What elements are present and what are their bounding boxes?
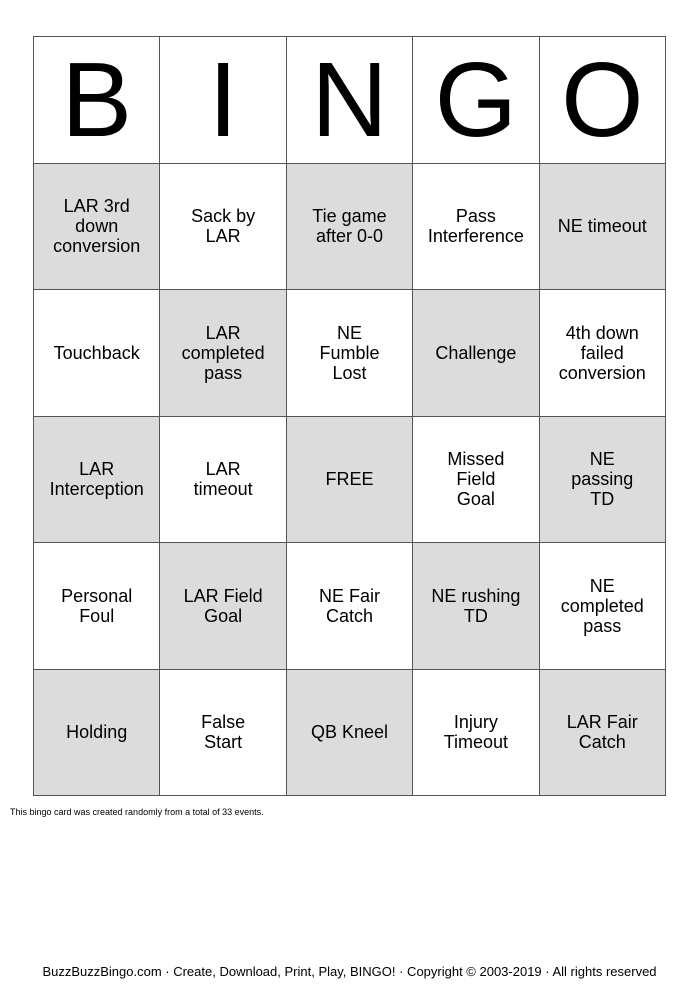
bingo-cell bbox=[540, 164, 666, 291]
bingo-cell-text: LAR timeout bbox=[193, 459, 253, 500]
header-letter: O bbox=[561, 40, 644, 159]
bingo-cell bbox=[413, 670, 539, 797]
bingo-cell-text: QB Kneel bbox=[310, 722, 389, 743]
bingo-cell bbox=[540, 543, 666, 670]
bingo-cell bbox=[540, 670, 666, 797]
bingo-cell-text: Sack by LAR bbox=[191, 206, 256, 247]
bingo-cell-text: LAR completed pass bbox=[181, 322, 265, 383]
card-note: This bingo card was created randomly from a total of 33 events. bbox=[10, 807, 264, 817]
bingo-cell-text: LAR Fair Catch bbox=[566, 712, 638, 753]
bingo-cell-text: NE timeout bbox=[557, 216, 647, 237]
bingo-cell bbox=[540, 417, 666, 544]
bingo-cell bbox=[34, 670, 160, 797]
bingo-cell-text: Personal Foul bbox=[61, 585, 133, 626]
bingo-cell-text: LAR Field Goal bbox=[183, 585, 263, 626]
header-cell-n bbox=[287, 37, 413, 164]
bingo-cell bbox=[160, 290, 286, 417]
bingo-cell bbox=[413, 290, 539, 417]
bingo-cell bbox=[160, 543, 286, 670]
bingo-cell bbox=[160, 670, 286, 797]
bingo-cell-text: NE Fumble Lost bbox=[319, 322, 380, 383]
bingo-cell bbox=[287, 164, 413, 291]
header-letter: B bbox=[61, 40, 133, 159]
bingo-cell bbox=[413, 543, 539, 670]
bingo-cell-text: Challenge bbox=[435, 342, 517, 363]
bingo-cell-text: LAR Interception bbox=[49, 459, 144, 500]
bingo-card bbox=[33, 36, 666, 796]
bingo-cell bbox=[34, 417, 160, 544]
bingo-cell-text: Touchback bbox=[53, 342, 140, 363]
bingo-cell bbox=[287, 417, 413, 544]
bingo-cell-text: False Start bbox=[201, 712, 246, 753]
header-letter: I bbox=[208, 40, 238, 159]
bingo-cell-text: NE completed pass bbox=[560, 575, 644, 636]
bingo-cell-text: LAR 3rd down conversion bbox=[53, 196, 141, 257]
header-cell-g bbox=[413, 37, 539, 164]
bingo-cell-text: Holding bbox=[66, 722, 128, 743]
bingo-cell-text: Tie game after 0-0 bbox=[312, 206, 387, 247]
bingo-cell bbox=[287, 670, 413, 797]
bingo-cell-text: FREE bbox=[325, 469, 374, 490]
bingo-cell-text: NE Fair Catch bbox=[318, 585, 380, 626]
bingo-cell bbox=[34, 164, 160, 291]
bingo-cell bbox=[413, 164, 539, 291]
bingo-cell bbox=[34, 290, 160, 417]
bingo-cell-text: NE rushing TD bbox=[431, 585, 521, 626]
bingo-cell bbox=[287, 290, 413, 417]
bingo-cell bbox=[160, 164, 286, 291]
bingo-cell bbox=[160, 417, 286, 544]
header-letter: G bbox=[434, 40, 518, 159]
bingo-cell-text: Pass Interference bbox=[427, 206, 524, 247]
bingo-cell-text: 4th down failed conversion bbox=[558, 322, 646, 383]
bingo-cell bbox=[540, 290, 666, 417]
bingo-cell-text: Injury Timeout bbox=[443, 712, 509, 753]
bingo-cell bbox=[287, 543, 413, 670]
header-cell-o bbox=[540, 37, 666, 164]
header-cell-b bbox=[34, 37, 160, 164]
footer-credit: BuzzBuzzBingo.com · Create, Download, Print, Play, BINGO! · Copyright © 2003-2019 · All rights reserved bbox=[42, 964, 657, 979]
bingo-cell bbox=[413, 417, 539, 544]
header-cell-i bbox=[160, 37, 286, 164]
bingo-cell-text: Missed Field Goal bbox=[447, 449, 505, 510]
bingo-cell-text: NE passing TD bbox=[571, 449, 634, 510]
header-letter: N bbox=[311, 40, 388, 159]
bingo-cell bbox=[34, 543, 160, 670]
